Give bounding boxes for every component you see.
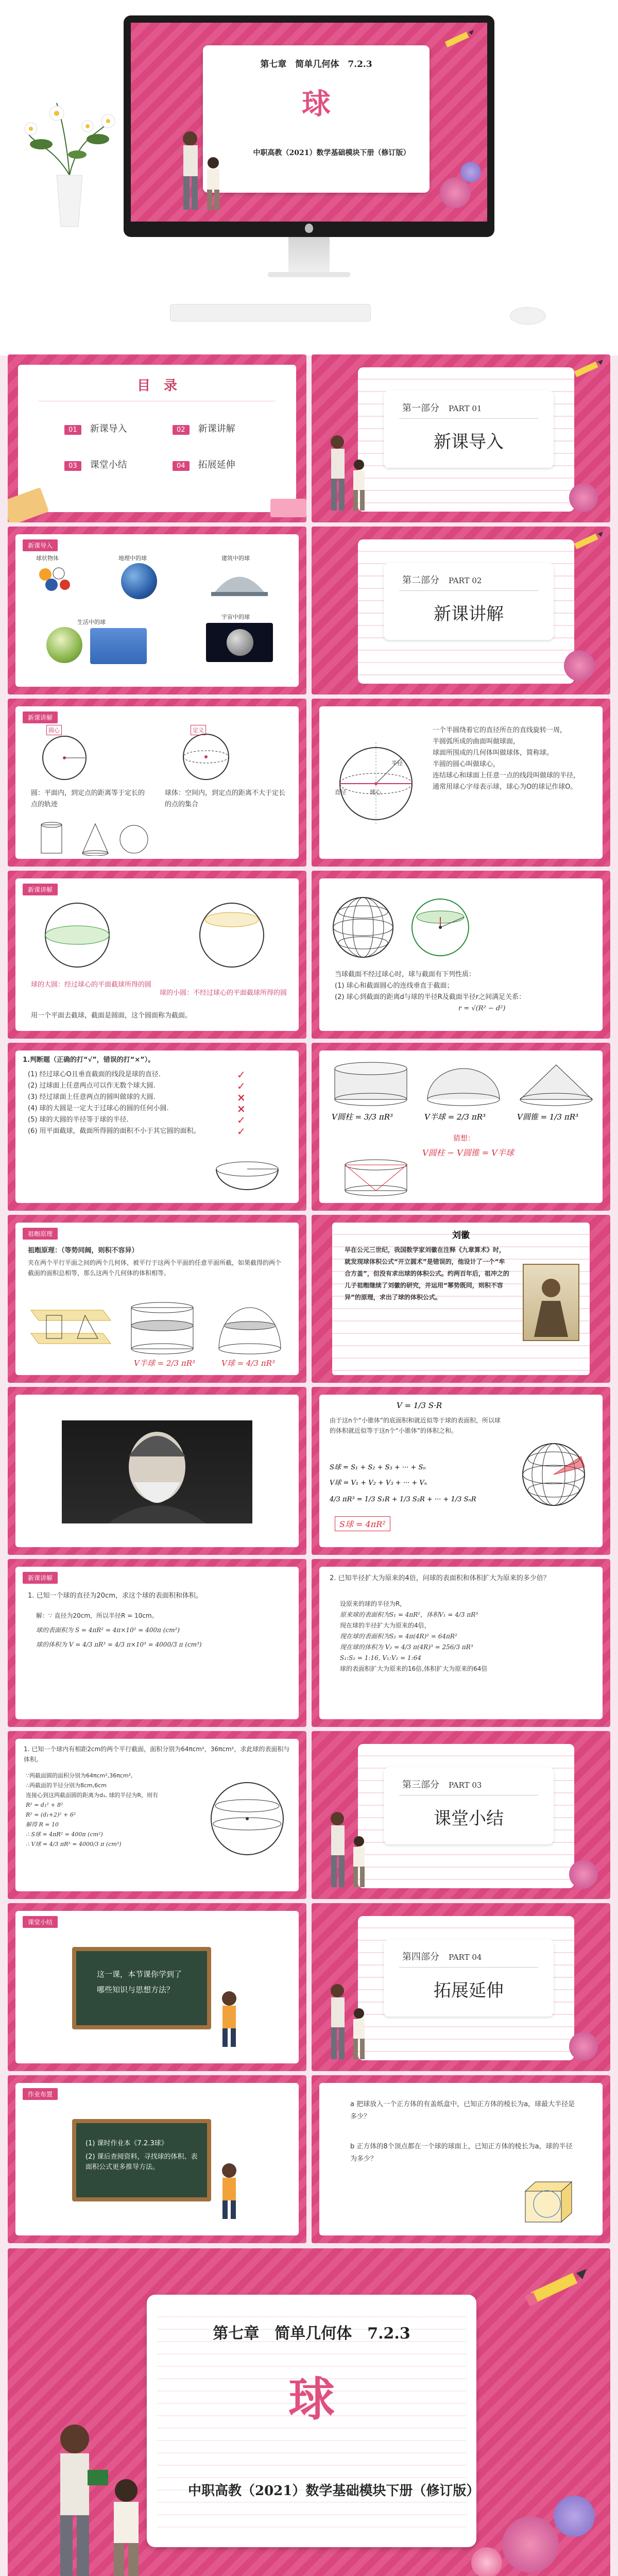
def-line: 通常用球心字母表示球，球心为O的球记作球O。 [433, 783, 577, 791]
student-illustration [211, 2160, 247, 2222]
slide-section-right [312, 871, 610, 1039]
great-circle-figure [36, 899, 118, 971]
part-divider [399, 590, 538, 591]
zugeng-body: 夹在两个平行平面之间的两个几何体，被平行于这两个平面的任意平面所截，如果截得的两个截面的面积总相等，那么这两个几何体的体积相等。 [28, 1259, 282, 1277]
example-answer: 解：∵ 直径为20cm，所以半径R = 10cm。 [36, 1612, 158, 1619]
toc-label: 课堂小结 [90, 460, 127, 470]
property-formula: r = √(R² − d²) [458, 1005, 506, 1012]
section-properties [335, 969, 592, 1014]
formula-cylinder: V圆柱 = 3/3 πR³ [332, 1112, 393, 1122]
slide-volume-compare [312, 1043, 610, 1211]
label-radius: 半径 [391, 760, 403, 767]
mark: ✓ [237, 1114, 246, 1126]
flower-decoration [471, 2547, 502, 2576]
example-question: 2. 已知半径扩大为原来的4倍，问球的表面积和体积扩大为原来的多少倍？ [330, 1574, 550, 1582]
formula-cone: V圆锥 = 1/3 πR³ [517, 1112, 579, 1122]
label-sphere-center: 球心 [370, 789, 381, 795]
part-name: 新课导入 [434, 432, 504, 452]
board-text: (1) 课时作业本《7.2.3球》 [85, 2140, 168, 2147]
slide-part04 [312, 1903, 610, 2071]
slide-tag: 作业布置 [23, 2088, 58, 2100]
toc-item[interactable] [173, 421, 255, 442]
end-paper [147, 2295, 480, 2547]
toc-num: 03 [64, 461, 81, 471]
slide-tag: 新课导入 [23, 539, 58, 551]
guess-label: 猜想： [453, 1134, 475, 1143]
slide-part01 [312, 354, 610, 522]
photo-space [206, 623, 273, 662]
example-answer: 球的表面积为 S = 4πR² = 4π×10² = 400π (cm²) [36, 1626, 180, 1634]
slide-end-cover [8, 2248, 610, 2576]
part-name: 拓展延伸 [434, 1980, 504, 2001]
slide-card [15, 534, 299, 687]
teacher-illustration [322, 1980, 373, 2068]
cone-figure [515, 1061, 597, 1107]
parallel-sections-figure [206, 1775, 288, 1862]
toc-label: 拓展延伸 [198, 460, 235, 470]
section-sphere-figure [407, 894, 474, 961]
derivation-text: 由于这n个“小锥体”的底面积和就近似等于球的表面积，所以球的体积就近似等于这n个“小锥体”的体积之和。 [330, 1417, 501, 1434]
example-answer: 球的体积为 V = 4/3 πR³ = 4/3 π×10³ = 4000/3 π (cm³) [36, 1641, 202, 1648]
slide-definition-left [8, 699, 306, 867]
slide-card [15, 1223, 299, 1375]
judge-title: 1.判断题（正确的打“√”，错误的打“×”）。 [23, 1056, 155, 1064]
property-line: (2) 球心到截面的距离d与球的半径R及截面半径r之间满足关系： [335, 993, 526, 1001]
circle-definition: 圆：平面内，到定点的距离等于定长的点的轨迹 [31, 789, 145, 808]
slide-part03 [312, 1731, 610, 1899]
pencil-icon [569, 532, 605, 552]
slide-card [319, 2083, 603, 2235]
toc-item[interactable] [64, 421, 147, 442]
pencil-icon [523, 2269, 590, 2310]
mark: × [237, 1103, 246, 1115]
end-title: 球 [288, 2372, 335, 2427]
surface-area-formula: S球 = 4πR² [335, 1516, 390, 1531]
globe-figure [330, 894, 397, 961]
part-label: 第四部分 PART 04 [402, 1952, 482, 1962]
solution-line: ∴ S球 = 4πR² = 400π (cm²) [26, 1831, 103, 1838]
judge-item: (3) 经过球面上任意两点的圆叫做球的大圆. [28, 1093, 156, 1101]
toc-num: 01 [64, 425, 81, 435]
great-circle-text: 球的大圆：经过球心的平面截球所得的圆 [31, 981, 152, 989]
slide-card [15, 878, 299, 1031]
derivation-line: V球 = V₁ + V₂ + V₃ + ··· + Vₙ [330, 1479, 427, 1487]
label-center: 圆心 [46, 725, 62, 735]
solution-line: R² = d₁² + 8² [26, 1802, 63, 1808]
cover-title: 球 [302, 87, 331, 121]
formula-hemisphere: V半球 = 2/3 πR³ [424, 1112, 486, 1122]
flower-decoration [564, 650, 595, 681]
part-card [384, 391, 554, 468]
guess-formula: V圆柱 − V圆锥 = V半球 [422, 1148, 514, 1158]
label-definition: 定义 [191, 725, 206, 735]
solution-line: S₁:S₂ = 1:16, V₁:V₂ = 1:64 [340, 1654, 421, 1662]
chalkboard [72, 1947, 211, 2029]
caption: 建筑中的球 [221, 555, 250, 562]
slide-card [15, 1739, 299, 1891]
example-solution [340, 1599, 592, 1674]
slide-homework [8, 2075, 306, 2243]
toc-card [18, 365, 296, 512]
cylinder-section-figure [124, 1300, 201, 1357]
toc-label: 新课讲解 [198, 423, 235, 434]
cone-volume-formula: V = 1/3 S·R [397, 1401, 442, 1410]
part-name: 新课讲解 [434, 604, 504, 624]
photo-life [90, 628, 147, 664]
solution-line: ∴ V球 = 4/3 πR³ = 4000/3 π (cm³) [26, 1841, 122, 1848]
definition-text [433, 725, 592, 793]
teacher-illustration [39, 2413, 162, 2576]
flower-decoration [460, 162, 481, 182]
solution-line: 连接心到这两截面圆的距离为d₁, 球的半径为R，则有 [26, 1792, 159, 1799]
slide-section-left [8, 871, 306, 1039]
slide-tag: 新课讲解 [23, 711, 58, 723]
sphere-parts-figure [330, 737, 422, 830]
part-card [384, 1767, 554, 1844]
solution-line: ∴两截面的半径分别为8cm,6cm [26, 1782, 107, 1789]
sphere-figure [175, 727, 237, 784]
mouse [510, 307, 546, 325]
derivation-line: 4/3 πR³ = 1/3 S₁R + 1/3 S₂R + ··· + 1/3 SₙR [330, 1496, 476, 1503]
portrait-photo [62, 1420, 252, 1523]
toc-item[interactable] [173, 457, 255, 478]
formula-half-volume: V半球 = 2/3 πR³ [134, 1359, 196, 1368]
toc-item[interactable] [64, 457, 147, 478]
plant-decoration [21, 98, 118, 232]
flower-decoration [502, 2516, 559, 2573]
cover-subtitle: 中职高教（2021）数学基础模块下册（修订版） [253, 149, 410, 157]
chalkboard [72, 2119, 211, 2201]
keyboard [170, 304, 371, 321]
cylinder-cone-figure [340, 1159, 412, 1200]
solution-line: 球的表面积扩大为原来的16倍,体积扩大为原来的64倍 [340, 1665, 488, 1672]
small-circle-figure [191, 899, 273, 971]
photo-life [46, 627, 82, 663]
part-card [384, 1939, 554, 2016]
flower-decoration [569, 2032, 598, 2061]
slide-example1 [8, 1559, 306, 1727]
solids-figure [36, 820, 149, 856]
end-subtitle: 中职高教（2021）数学基础模块下册（修订版） [188, 2483, 480, 2499]
sphere-definition: 球体：空间内，到定点的距离不大于定长的点的集合 [165, 789, 286, 808]
book-decoration [270, 499, 306, 517]
toc-num: 02 [173, 425, 190, 435]
judge-item: (5) 球的大圆的半径等于球的半径. [28, 1116, 129, 1124]
slide-card [15, 1395, 299, 1547]
label-diameter: 直径 [335, 789, 346, 795]
part-label: 第二部分 PART 02 [402, 575, 482, 586]
slide-tag: 课堂小结 [23, 1916, 58, 1928]
photo-balls [36, 564, 72, 593]
extension-question: b 正方体的8个顶点都在一个球的球面上，已知正方体的棱长为a，球的半径为多少？ [350, 2143, 573, 2163]
cover-paper [203, 45, 430, 193]
property-line: 当球截面不经过球心时，球与截面有下列性质： [335, 971, 476, 978]
example-question: 1. 已知一个球内有相距2cm的两个平行截面，面积分别为64πcm²，36πcm²，求此球的表面积与体积。 [24, 1745, 290, 1763]
parallel-planes-figure [26, 1300, 113, 1357]
mark: × [237, 1091, 246, 1104]
judge-item: (6) 用平面截球，截面所得圆的面积不小于其它圆的面积。 [28, 1127, 200, 1135]
solution-line: 设原来的球的半径为R， [340, 1600, 406, 1607]
slide-intro [8, 527, 306, 694]
teacher-illustration [322, 432, 373, 519]
formula-sphere-volume: V球 = 4/3 πR³ [221, 1359, 276, 1368]
cover-section [0, 0, 618, 355]
hemisphere-figure [422, 1061, 505, 1107]
teacher-illustration [322, 1808, 373, 1896]
slide-derivation [312, 1387, 610, 1555]
def-line: 一个半圆绕着它的直径所在的直线旋转一周， [433, 726, 567, 734]
flower-decoration [440, 177, 471, 208]
slide-card [15, 1567, 299, 1719]
slide-judge [8, 1043, 306, 1211]
slide-card [319, 1395, 603, 1547]
property-line: (1) 球心和截面圆心的连线垂直于截面； [335, 982, 454, 990]
zugeng-head: 祖暅原理：（等势同阔，则积不容异） [28, 1247, 139, 1255]
solution-line: 解得 R = 10 [26, 1821, 59, 1828]
solution-line: ∵两截面圆的面积分别为64πcm²,36πcm², [26, 1772, 133, 1779]
bio-text: 早在公元三世纪，我国数学家刘徽在注释《九章算术》时，就发现球体积公式“开立圆术”是错误的，他设计了一个“牟合方盖”，但没有求出球的体积公式。约两百年后，祖冲之的儿子祖暅继续了刘徽的研究，并运用“幂势既同，则积不容异”的原理，求出了球的体积公式。 [345, 1246, 509, 1301]
example-question: 1. 已知一个球的直径为20cm，求这个球的表面积和体积。 [28, 1592, 202, 1600]
slide-tag: 新课讲解 [23, 884, 58, 895]
judge-item: (2) 过球面上任意两点可以作无数个球大圆. [28, 1082, 156, 1090]
extension-question: a 把球放入一个正方体的有盖纸盒中，已知正方体的棱长为a，球最大半径是多少？ [350, 2100, 575, 2121]
monitor-base [268, 272, 350, 277]
board-text: (2) 课后查阅资料，寻找球的体积、表面积公式更多推导方法。 [85, 2153, 198, 2171]
caption: 地理中的球 [118, 555, 147, 562]
judge-item: (4) 球的大圆是一定大于过球心的圆的任何小圆. [28, 1105, 169, 1112]
mark: ✓ [237, 1080, 246, 1092]
part-name: 课堂小结 [434, 1808, 504, 1829]
slide-liuhui [312, 1215, 610, 1383]
caption: 生活中的球 [77, 619, 106, 625]
judge-marks [237, 1069, 258, 1137]
flower-decoration [569, 1860, 598, 1889]
pencil-icon [440, 30, 476, 50]
cover-chapter: 第七章 简单几何体 7.2.3 [260, 59, 372, 70]
slide-card [15, 1911, 299, 2063]
half-sphere-figure [211, 1148, 283, 1195]
slide-card [319, 1567, 603, 1719]
solution-line: 原来球的表面积为S₁ = 4πR²，体积V₁ = 4/3 πR³ [340, 1611, 478, 1618]
cover-screen [131, 23, 487, 222]
solution-line: 现在球的半径扩大为原来的4倍， [340, 1622, 431, 1629]
section-text: 用一个平面去截球，截面是圆面，这个圆面称为截面。 [31, 1012, 192, 1020]
flower-decoration [554, 2496, 595, 2537]
photo-earth [121, 563, 157, 599]
photo-building [211, 565, 268, 596]
derivation-line: S球 = S₁ + S₂ + S₃ + ··· + Sₙ [330, 1464, 426, 1471]
solution-line: 现在球的表面积为S₂ = 4π(4R)² = 64πR² [340, 1633, 457, 1640]
pencil-icon [569, 360, 605, 380]
board-text: 这一课，本节课你学到了 [97, 1970, 182, 1979]
cube-sphere-figure [510, 2176, 582, 2227]
slide-card [319, 706, 603, 859]
solution-line: R² = (d₁+2)² + 6² [26, 1811, 76, 1818]
part-divider [399, 1967, 538, 1968]
slide-part02 [312, 527, 610, 694]
slide-tag: 祖暅原理 [23, 1228, 58, 1240]
sphere-grid-figure [515, 1436, 592, 1513]
def-line: 半圆弧所成的曲面叫做球面， [433, 738, 520, 745]
slide-card [332, 1223, 590, 1375]
apple-icon [305, 224, 313, 233]
def-line: 球面所围成的几何体叫做球体，简称球。 [433, 749, 554, 757]
monitor-stand [288, 237, 330, 273]
def-line: 半圆的圆心叫做球心， [433, 760, 500, 768]
slide-card [15, 706, 299, 859]
part-label: 第一部分 PART 01 [402, 403, 482, 414]
solution-line: 现在球的体积为 V₂ = 4/3 π(4R)³ = 256/3 πR³ [340, 1643, 473, 1651]
toc-label: 新课导入 [90, 423, 127, 434]
example-solution [26, 1771, 196, 1849]
cylinder-figure [330, 1061, 412, 1107]
def-line: 连结球心和球面上任意一点的线段叫做球的半径， [433, 772, 580, 779]
circle-figure [36, 727, 93, 784]
part-label: 第三部分 PART 03 [402, 1780, 482, 1790]
slide-card [319, 1050, 603, 1203]
slide-card [15, 2083, 299, 2235]
bio-title: 刘徽 [452, 1230, 470, 1241]
board-text: 哪些知识与思想方法？ [97, 1985, 175, 1994]
small-circle-text: 球的小圆：不经过球心的平面截球所得的圆 [160, 989, 287, 997]
toc-num: 04 [173, 461, 190, 471]
slide-example3 [8, 1731, 306, 1899]
monitor-frame [124, 15, 494, 237]
caption: 球状物体 [36, 555, 59, 562]
part-divider [399, 418, 538, 419]
slide-toc [8, 354, 306, 522]
student-illustration [211, 1988, 247, 2050]
slide-portrait [8, 1387, 306, 1555]
slide-zugeng [8, 1215, 306, 1383]
slide-card [15, 1050, 299, 1203]
mark: ✓ [237, 1125, 246, 1138]
judge-list [28, 1069, 234, 1137]
slide-example2 [312, 1559, 610, 1727]
slide-definition-right [312, 699, 610, 867]
part-card [384, 563, 554, 640]
end-chapter: 第七章 简单几何体 7.2.3 [213, 2325, 410, 2343]
hemisphere-section-figure [211, 1300, 288, 1357]
slide-card [319, 878, 603, 1031]
caption: 宇宙中的球 [221, 614, 250, 620]
portrait [523, 1264, 579, 1341]
flower-decoration [569, 483, 598, 512]
judge-item: (1) 经过球心O且垂直截面的线段是球的直径. [28, 1071, 161, 1078]
teacher-illustration [172, 126, 229, 218]
slide-summary [8, 1903, 306, 2071]
slide-extension [312, 2075, 610, 2243]
slide-tag: 新课讲解 [23, 1572, 58, 1584]
mark: ✓ [237, 1069, 246, 1081]
toc-title: 目 录 [136, 378, 177, 394]
